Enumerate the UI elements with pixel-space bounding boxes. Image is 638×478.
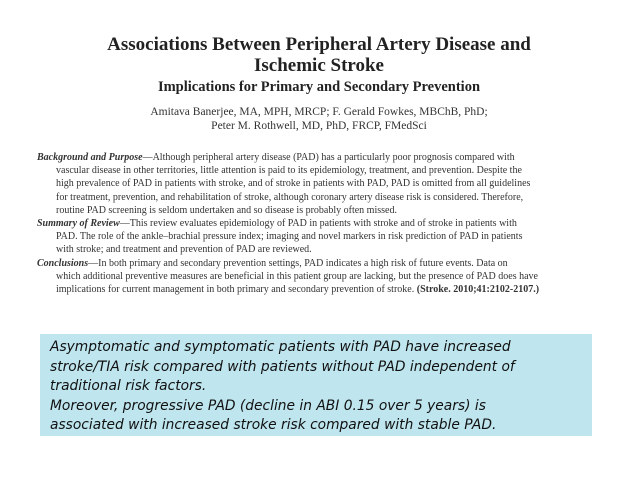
abstract-line: vascular disease in other territories, little attention is paid to its epidemiology, treatment, and prevention. Despite the — [56, 165, 522, 177]
conclusions-heading: Conclusions — [37, 257, 89, 269]
abstract-background-line — [37, 151, 603, 164]
callout-line: traditional risk factors. — [50, 378, 207, 394]
abstract-summary-line — [37, 217, 603, 230]
paper-title — [0, 34, 638, 76]
abstract-line: PAD. The role of the ankle–brachial pressure index; imaging and novel markers in risk prediction of PAD in patients — [56, 231, 523, 243]
summary-heading: Summary of Review — [37, 218, 120, 230]
journal-citation: (Stroke. 2010;41:2102-2107.) — [416, 284, 540, 296]
abstract-line — [37, 283, 603, 296]
background-text: —Although peripheral artery disease (PAD) has a particularly poor prognosis compared with — [142, 152, 515, 163]
author-line-1: Amitava Banerjee, MA, MPH, MRCP; F. Gerald Fowkes, MBChB, PhD; — [150, 106, 488, 118]
abstract-conclusions-line — [37, 257, 603, 270]
callout-line: Asymptomatic and symptomatic patients with PAD have increased — [50, 339, 511, 355]
conclusions-text: —In both primary and secondary prevention settings, PAD indicates a high risk of future events. Data on — [88, 257, 508, 269]
summary-text: —This review evaluates epidemiology of PAD in patients with stroke and of stroke in patients with — [119, 218, 517, 230]
paper-title-line-1: Associations Between Peripheral Artery Disease and — [107, 34, 531, 55]
abstract-line: high prevalence of PAD in patients with stroke, and of stroke in patients with PAD, PAD is omitted from all guidelines — [56, 178, 531, 190]
paper-subtitle: Implications for Primary and Secondary Prevention — [157, 79, 481, 95]
background-heading: Background and Purpose — [37, 152, 143, 163]
author-line-2: Peter M. Rothwell, MD, PhD, FRCP, FMedSci — [211, 120, 427, 132]
conclusions-text-end: implications for current management in both primary and secondary prevention of stroke. — [56, 284, 415, 296]
paper-title-line-2: Ischemic Stroke — [254, 55, 384, 76]
abstract-line: routine PAD screening is seldom undertaken and so disease is probably often missed. — [56, 204, 397, 216]
abstract-line: which additional preventive measures are beneficial in this patient group are lacking, but the presence of PAD does have — [56, 270, 538, 282]
highlight-callout-box — [40, 334, 592, 436]
callout-line: Moreover, progressive PAD (decline in ABI 0.15 over 5 years) is — [50, 397, 486, 414]
callout-line: stroke/TIA risk compared with patients without PAD independent of — [50, 358, 515, 375]
author-list — [0, 105, 638, 133]
callout-line: associated with increased stroke risk compared with stable PAD. — [50, 417, 497, 433]
abstract-line: for treatment, prevention, and rehabilitation of stroke, although coronary artery disease risk is considered. Therefore, — [56, 191, 524, 203]
abstract-line: with stroke; and treatment and prevention of PAD are reviewed. — [56, 244, 312, 256]
abstract — [37, 151, 603, 296]
